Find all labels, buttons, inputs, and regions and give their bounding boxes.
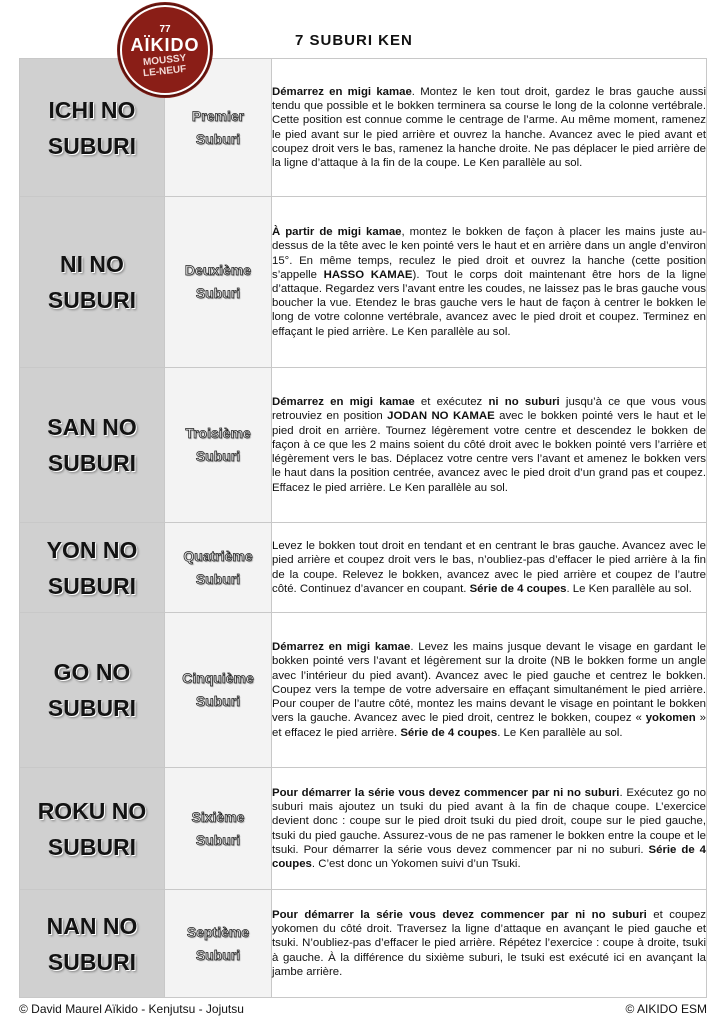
description-text: jusqu’à ce que vous vous retrouviez en position xyxy=(272,396,706,423)
description-emphasis: Série de 4 coupes xyxy=(400,726,498,739)
description-text: et coupez yokomen du côté droit. Traversez la ligne d’attaque en avançant le pied gauche et tsuki. N’oubliez-pas d’effacer le pied arrière. Répétez l’exercice : coupe à droite, tsuki à gauche. À la différence du sixième suburi, le tsuki est exécuté ici en avançant la jambe arrière. xyxy=(272,908,707,978)
description-emphasis: Démarrez en migi kamae xyxy=(272,85,412,98)
suburi-ordinal: Cinquième xyxy=(182,670,254,686)
suburi-ordinal: Suburi xyxy=(195,285,241,301)
description-emphasis: yokomen xyxy=(645,712,696,725)
suburi-name: YON NO xyxy=(46,536,138,563)
suburi-name: NI NO xyxy=(60,251,124,277)
table-row xyxy=(20,197,707,368)
suburi-ordinal: Suburi xyxy=(195,831,241,848)
suburi-ordinal-cell xyxy=(165,523,272,613)
table-row xyxy=(20,59,707,197)
suburi-name: GO NO xyxy=(53,659,131,685)
suburi-description xyxy=(272,768,707,890)
description-text: . Montez le ken tout droit, gardez le bras gauche aussi tendu que possible et le bokken terminera sa course le long de la colonne vertébrale. Cette position est connue comme le centrage de l’arme. Au même moment, ramenez le pied avant sur le pied arrière et ouvrez la hanche. Avancez avec le pied avant et coupez droit vers le bas, ramenez la hanche droite. Ne pas déplacer le pied arrière de la ligne d’attaque à la fin de la coupe. Le Ken parallèle au sol. xyxy=(272,85,707,169)
table-row xyxy=(20,368,707,523)
logo-town-1: MOUSSY xyxy=(142,52,188,69)
logo-number: 77 xyxy=(159,24,171,35)
suburi-name-cell xyxy=(20,368,165,523)
suburi-description xyxy=(272,197,707,368)
suburi-name: SUBURI xyxy=(47,948,137,975)
description-emphasis: HASSO KAMAE xyxy=(323,268,413,281)
suburi-ordinal: Suburi xyxy=(195,693,241,709)
description-text: » et effacez le pied arrière. xyxy=(272,712,706,739)
suburi-name: SUBURI xyxy=(47,132,137,159)
suburi-ordinal: Suburi xyxy=(195,130,241,147)
suburi-description xyxy=(272,59,707,197)
suburi-name: SAN NO xyxy=(47,414,137,440)
suburi-ordinal: Premier xyxy=(191,107,245,124)
description-emphasis: Série de 4 coupes xyxy=(272,843,707,870)
description-text: . Exécutez go no suburi mais ajoutez un tsuki du pied avant à la fin de chaque coupe. L’exercice devient donc : coupe sur le pied droit tsuki du pied droit, coupe sur le pied gauche, tsuki du pied gauche. Assurez-vous de ne pas ramener le bokken entre la coupe et le tsuki. Pour démarrer la série vous devez commencer par ni no suburi. xyxy=(272,786,707,856)
suburi-name: NAN NO xyxy=(46,912,138,939)
suburi-name: SUBURI xyxy=(47,450,137,476)
description-text: ). Tout le corps doit maintenant être hors de la ligne d’attaque. Regardez vers l’avant entre les coudes, ne laissez pas le bras gauche vous boucher la vue. Etendez le bras gauche vers le haut de façon à centrer le bokken le long de votre colonne vertébrale, avancez avec le pied droit et coupez. Terminez en effaçant le pied arrière. Le Ken parallèle au sol. xyxy=(272,268,707,338)
suburi-ordinal-cell xyxy=(165,197,272,368)
suburi-name-cell xyxy=(20,890,165,998)
description-emphasis: Pour démarrer la série vous devez commencer par ni no suburi xyxy=(272,786,620,799)
description-emphasis: ni no suburi xyxy=(488,396,560,409)
suburi-description xyxy=(272,890,707,998)
description-text: et exécutez xyxy=(414,396,489,409)
description-emphasis: À partir de migi kamae xyxy=(272,226,402,239)
description-text: . Levez les mains jusque devant le visage en gardant le bokken pointé vers l’avant et légèrement sur la droite (NB le bokken forme un angle avec l’intérieur du pied avant). Avancez avec le pied gauche et centrez le bokken. Coupez vers la tempe de votre adversaire en effaçant simultanément le pied arrière. Pour couper de l’autre côté, montez les mains devant le visage en pointant le bokken vers la gauche. Avancez avec le pied droit, centrez le bokken, coupez « xyxy=(272,641,706,725)
suburi-ordinal-cell xyxy=(165,768,272,890)
suburi-ordinal: Septième xyxy=(186,923,250,940)
suburi-ordinal-cell xyxy=(165,890,272,998)
suburi-name: SUBURI xyxy=(47,287,137,313)
logo-badge xyxy=(120,5,210,95)
suburi-name: ROKU NO xyxy=(37,797,147,824)
suburi-description xyxy=(272,613,707,768)
suburi-ordinal: Suburi xyxy=(195,570,241,587)
description-text: . Le Ken parallèle au sol. xyxy=(566,582,692,595)
description-text: , montez le bokken de façon à placer les mains juste au-dessus de la tête avec le ken pointé vers le haut et en arrière dans un angle d’environ 15°. En même temps, reculez le pied droit et ouvrez la hanche (cette position s’appelle xyxy=(272,226,706,281)
suburi-description xyxy=(272,523,707,613)
suburi-name-cell xyxy=(20,768,165,890)
suburi-ordinal: Troisième xyxy=(185,425,251,441)
description-emphasis: Série de 4 coupes xyxy=(469,582,567,595)
description-text: Levez le bokken tout droit en tendant et en centrant le bras gauche. Avancez avec le pied arrière et coupez droit vers le bas, n’oubliez-pas d’effacer le pied arrière à la fin de la coupe. Relevez le bokken, avancez avec le pied arrière et coupez de l’autre côté. Continuez d’avancer en coupant. xyxy=(272,540,706,595)
description-text: avec le bokken pointé vers le haut et le pied droit en arrière. Tournez légèrement votre centre et descendez le bokken de façon à ce que les 2 mains soient du côté droit avec le bokken pointé vers l’arrière et légèrement vers le bas. Déplacez votre centre vers l’avant et amenez le bokken vers le haut dans la position centrée, avancez avec le pied droit d’un grand pas et coupez. Effacez le pied arrière. Le Ken parallèle au sol. xyxy=(272,410,707,494)
suburi-name-cell xyxy=(20,523,165,613)
logo-name: AÏKIDO xyxy=(130,35,200,55)
description-text: . Le Ken parallèle au sol. xyxy=(497,726,623,739)
description-emphasis: Démarrez en migi kamae xyxy=(272,396,415,409)
suburi-name-cell xyxy=(20,613,165,768)
footer-copyright-club: © AIKIDO ESM xyxy=(625,1002,707,1016)
description-emphasis: JODAN NO KAMAE xyxy=(387,410,495,423)
suburi-name: SUBURI xyxy=(47,833,137,860)
table-row xyxy=(20,890,707,998)
table-row xyxy=(20,523,707,613)
footer-copyright-author: © David Maurel Aïkido - Kenjutsu - Jojutsu xyxy=(19,1002,244,1016)
page-title: 7 SUBURI KEN xyxy=(295,32,413,49)
suburi-ordinal: Deuxième xyxy=(184,262,252,278)
suburi-ordinal-cell xyxy=(165,613,272,768)
suburi-ordinal: Sixième xyxy=(191,808,245,825)
description-emphasis: Pour démarrer la série vous devez commencer par ni no suburi xyxy=(272,908,647,921)
suburi-ordinal-cell xyxy=(165,368,272,523)
suburi-name-cell xyxy=(20,197,165,368)
club-logo xyxy=(117,2,213,98)
suburi-ordinal: Quatrième xyxy=(183,547,253,564)
suburi-table xyxy=(19,58,707,998)
table-row xyxy=(20,768,707,890)
suburi-ordinal: Suburi xyxy=(195,946,241,963)
logo-town-2: LE-NEUF xyxy=(142,63,188,80)
suburi-name: SUBURI xyxy=(47,572,137,599)
description-emphasis: Démarrez en migi kamae xyxy=(272,641,411,654)
suburi-ordinal: Suburi xyxy=(195,448,241,464)
table-row xyxy=(20,613,707,768)
suburi-name: ICHI NO xyxy=(48,96,136,123)
suburi-description xyxy=(272,368,707,523)
description-text: . C’est donc un Yokomen suivi d’un Tsuki. xyxy=(311,857,521,870)
suburi-name: SUBURI xyxy=(47,695,137,721)
